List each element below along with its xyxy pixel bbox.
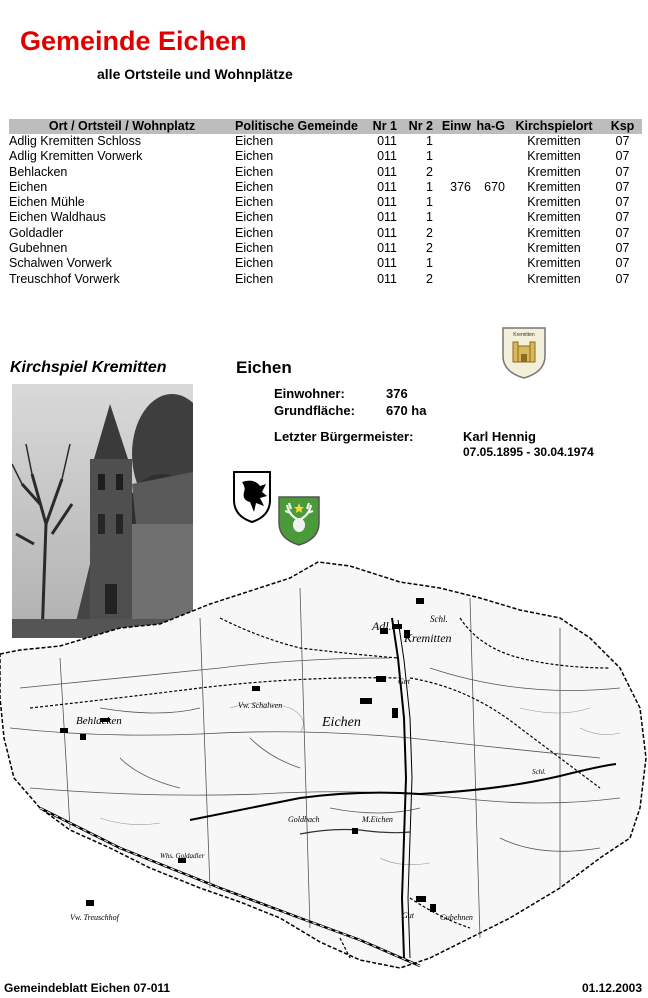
cell-ort: Eichen Mühle <box>9 195 85 210</box>
table-row <box>9 256 642 271</box>
cell-nr2: 2 <box>426 164 433 179</box>
cell-nr2: 1 <box>426 195 433 210</box>
map-label-eichen: Eichen <box>322 715 361 730</box>
table-row <box>9 149 642 164</box>
cell-ksp: 07 <box>615 241 630 256</box>
places-table <box>9 119 642 287</box>
map-label-goldbach: Goldbach <box>288 815 320 824</box>
cell-einw <box>433 210 471 225</box>
cell-einw <box>433 195 471 210</box>
antler-crest-icon <box>277 495 321 547</box>
cell-gemeinde: Eichen <box>235 149 274 164</box>
flaeche-value: 670 ha <box>386 403 427 418</box>
cell-kirchspielort: Kremitten <box>527 164 581 179</box>
footer-left: Gemeindeblatt Eichen 07-011 <box>4 981 171 995</box>
cell-einw <box>433 165 471 180</box>
cell-kirchspielort: Kremitten <box>527 195 581 210</box>
cell-nr1: 011 <box>377 225 397 240</box>
page-title: Gemeinde Eichen <box>20 26 247 56</box>
cell-gemeinde: Eichen <box>235 164 274 179</box>
cell-kirchspielort: Kremitten <box>527 134 581 148</box>
cell-nr2: 2 <box>426 271 433 286</box>
historic-map <box>0 558 648 976</box>
cell-ksp: 07 <box>615 164 630 179</box>
col-header-nr2: Nr 2 <box>397 119 433 134</box>
table-row <box>9 134 642 149</box>
cell-nr2: 1 <box>426 210 433 225</box>
cell-einw <box>433 149 471 164</box>
crest-label: Kremitten <box>513 332 535 338</box>
map-label-gut-top: Gut <box>398 677 410 686</box>
cell-nr1: 011 <box>377 134 397 148</box>
table-row <box>9 210 642 225</box>
cell-nr1: 011 <box>377 241 397 256</box>
table-row <box>9 165 642 180</box>
table-row <box>9 241 642 256</box>
cell-kirchspielort: Kremitten <box>527 271 581 286</box>
cell-kirchspielort: Kremitten <box>527 179 581 194</box>
cell-ksp: 07 <box>615 179 630 194</box>
cell-ha: 670 <box>484 179 505 194</box>
table-row <box>9 272 642 287</box>
col-header-ksp: Ksp <box>603 119 642 134</box>
cell-ort: Goldadler <box>9 225 64 240</box>
col-header-ort: Ort / Ortsteil / Wohnplatz <box>9 119 235 134</box>
cell-gemeinde: Eichen <box>235 134 274 148</box>
cell-ha <box>471 195 505 210</box>
cell-ort: Treuschhof Vorwerk <box>9 271 120 286</box>
table-row <box>9 180 642 195</box>
cell-ha <box>471 256 505 271</box>
page-subtitle: alle Ortsteile und Wohnplätze <box>97 66 293 82</box>
table-row <box>9 195 642 210</box>
cell-kirchspielort: Kremitten <box>527 210 581 225</box>
map-label-gut-bottom: Gut <box>402 911 414 920</box>
cell-nr1: 011 <box>377 256 397 271</box>
cell-ha <box>471 134 505 149</box>
table-row <box>9 226 642 241</box>
cell-ksp: 07 <box>615 225 630 240</box>
cell-nr1: 011 <box>377 149 397 164</box>
map-label-behlacken: Behlacken <box>76 715 122 727</box>
cell-einw <box>433 241 471 256</box>
cell-ha <box>471 226 505 241</box>
cell-gemeinde: Eichen <box>235 210 274 225</box>
cell-kirchspielort: Kremitten <box>527 256 581 271</box>
cell-gemeinde: Eichen <box>235 179 274 194</box>
table-header-row <box>9 119 642 134</box>
cell-nr1: 011 <box>377 210 397 225</box>
cell-nr2: 1 <box>426 256 433 271</box>
cell-ha <box>471 210 505 225</box>
cell-nr2: 1 <box>426 134 433 148</box>
cell-nr1: 011 <box>377 164 397 179</box>
cell-ort: Adlig Kremitten Schloss <box>9 134 142 148</box>
cell-nr1: 011 <box>377 271 397 286</box>
cell-einw: 376 <box>450 179 471 194</box>
map-label-vw-treuschhof: Vw. Treuschhof <box>70 913 119 922</box>
cell-nr2: 1 <box>426 179 433 194</box>
kirchspiel-heading: Kirchspiel Kremitten <box>10 359 167 376</box>
col-header-einw: Einw <box>433 119 471 134</box>
cell-gemeinde: Eichen <box>235 271 274 286</box>
cell-ort: Behlacken <box>9 164 68 179</box>
cell-ha <box>471 272 505 287</box>
map-label-vw-schalwen: Vw. Schalwen <box>238 701 283 710</box>
cell-ha <box>471 165 505 180</box>
cell-ksp: 07 <box>615 210 630 225</box>
col-header-gemeinde: Politische Gemeinde <box>235 119 361 134</box>
col-header-kirchspielort: Kirchspielort <box>505 119 603 134</box>
einwohner-value: 376 <box>386 386 408 401</box>
col-header-nr1: Nr 1 <box>361 119 397 134</box>
cell-nr2: 1 <box>426 149 433 164</box>
cell-kirchspielort: Kremitten <box>527 241 581 256</box>
footer-date: 01.12.2003 <box>581 981 642 995</box>
cell-kirchspielort: Kremitten <box>527 225 581 240</box>
eagle-crest-icon <box>232 470 272 524</box>
cell-ksp: 07 <box>615 195 630 210</box>
mayor-name: Karl Hennig <box>463 429 536 444</box>
cell-ort: Gubehnen <box>9 241 68 256</box>
cell-gemeinde: Eichen <box>235 225 274 240</box>
cell-einw <box>433 256 471 271</box>
col-header-ha: ha-G <box>471 119 505 134</box>
cell-ort: Eichen <box>9 179 48 194</box>
flaeche-label: Grundfläche: <box>274 403 355 418</box>
cell-einw <box>433 272 471 287</box>
cell-kirchspielort: Kremitten <box>527 149 581 164</box>
cell-ksp: 07 <box>615 149 630 164</box>
cell-ksp: 07 <box>615 134 630 148</box>
cell-ksp: 07 <box>615 256 630 271</box>
cell-nr1: 011 <box>377 195 397 210</box>
cell-ort: Schalwen Vorwerk <box>9 256 112 271</box>
mayor-label: Letzter Bürgermeister: <box>274 429 414 444</box>
cell-nr2: 2 <box>426 241 433 256</box>
village-heading: Eichen <box>236 358 292 377</box>
cell-gemeinde: Eichen <box>235 256 274 271</box>
cell-ha <box>471 241 505 256</box>
kremitten-crest-icon <box>501 326 547 380</box>
map-label-schl: Schl. <box>430 614 448 624</box>
cell-ort: Adlig Kremitten Vorwerk <box>9 149 143 164</box>
cell-gemeinde: Eichen <box>235 195 274 210</box>
einwohner-label: Einwohner: <box>274 386 345 401</box>
map-label-adl: Adl. <box>372 619 392 633</box>
mayor-dates: 07.05.1895 - 30.04.1974 <box>463 445 594 459</box>
cell-ort: Eichen Waldhaus <box>9 210 106 225</box>
cell-ksp: 07 <box>615 271 630 286</box>
map-label-schl-right: Schl. <box>532 768 546 776</box>
map-label-m-eichen: M.Eichen <box>362 815 393 824</box>
cell-gemeinde: Eichen <box>235 241 274 256</box>
map-label-kremitten: Kremitten <box>404 631 452 645</box>
cell-einw <box>433 226 471 241</box>
cell-nr1: 011 <box>377 179 397 194</box>
cell-einw <box>433 134 471 149</box>
map-label-gubehnen: Gubehnen <box>440 913 473 922</box>
cell-nr2: 2 <box>426 225 433 240</box>
map-label-whs-goldadler: Whs. Goldadler <box>160 852 205 860</box>
cell-ha <box>471 149 505 164</box>
